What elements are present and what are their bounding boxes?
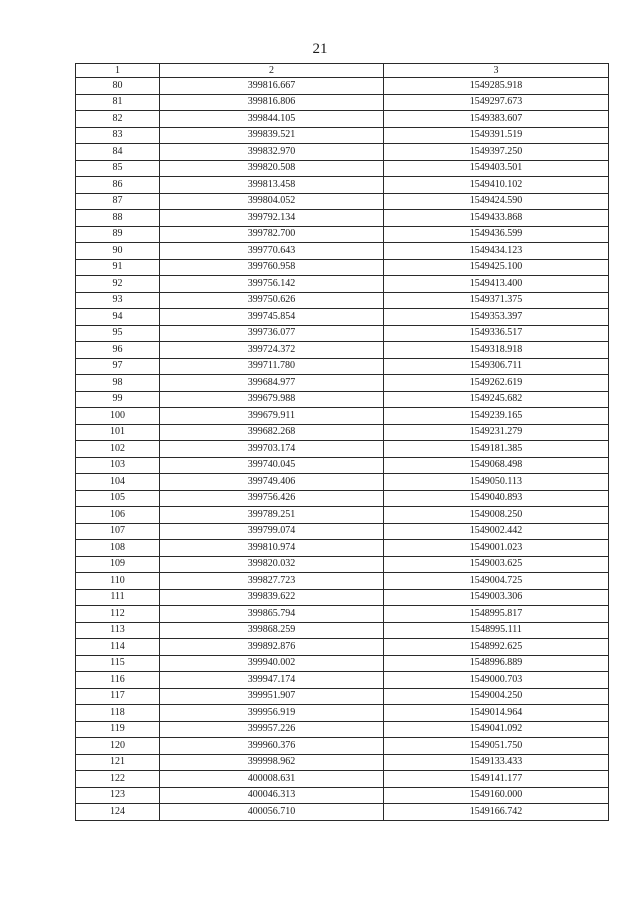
point-number-cell: 103 <box>76 457 160 474</box>
y-coordinate-cell: 1549391.519 <box>384 127 609 144</box>
x-coordinate-cell: 399799.074 <box>160 523 384 540</box>
y-coordinate-cell: 1549004.725 <box>384 573 609 590</box>
y-coordinate-cell: 1548996.889 <box>384 655 609 672</box>
page-number: 21 <box>312 41 328 57</box>
point-number-cell: 82 <box>76 111 160 128</box>
table-row <box>76 259 609 276</box>
x-coordinate-cell: 399832.970 <box>160 144 384 161</box>
y-coordinate-cell: 1549436.599 <box>384 226 609 243</box>
point-number-cell: 100 <box>76 408 160 425</box>
y-coordinate-cell: 1549014.964 <box>384 705 609 722</box>
point-number-cell: 107 <box>76 523 160 540</box>
point-number-cell: 104 <box>76 474 160 491</box>
x-coordinate-cell: 399804.052 <box>160 193 384 210</box>
point-number-cell: 116 <box>76 672 160 689</box>
point-number-cell: 93 <box>76 292 160 309</box>
x-coordinate-cell: 399947.174 <box>160 672 384 689</box>
y-coordinate-cell: 1549050.113 <box>384 474 609 491</box>
point-number-cell: 90 <box>76 243 160 260</box>
point-number-cell: 108 <box>76 540 160 557</box>
y-coordinate-cell: 1549336.517 <box>384 325 609 342</box>
y-coordinate-cell: 1549306.711 <box>384 358 609 375</box>
table-row <box>76 589 609 606</box>
y-coordinate-cell: 1549403.501 <box>384 160 609 177</box>
x-coordinate-cell: 399827.723 <box>160 573 384 590</box>
table-row <box>76 342 609 359</box>
point-number-cell: 110 <box>76 573 160 590</box>
point-number-cell: 115 <box>76 655 160 672</box>
y-coordinate-cell: 1549003.625 <box>384 556 609 573</box>
table-row <box>76 705 609 722</box>
point-number-cell: 124 <box>76 804 160 821</box>
table-row <box>76 292 609 309</box>
point-number-cell: 120 <box>76 738 160 755</box>
table-row <box>76 804 609 821</box>
x-coordinate-cell: 399810.974 <box>160 540 384 557</box>
x-coordinate-cell: 399820.032 <box>160 556 384 573</box>
point-number-cell: 118 <box>76 705 160 722</box>
coordinates-table <box>75 63 609 821</box>
y-coordinate-cell: 1549051.750 <box>384 738 609 755</box>
table-row <box>76 408 609 425</box>
x-coordinate-cell: 399679.988 <box>160 391 384 408</box>
y-coordinate-cell: 1549000.703 <box>384 672 609 689</box>
x-coordinate-cell: 399820.508 <box>160 160 384 177</box>
table-row <box>76 606 609 623</box>
point-number-cell: 121 <box>76 754 160 771</box>
point-number-cell: 97 <box>76 358 160 375</box>
table-row <box>76 787 609 804</box>
point-number-cell: 111 <box>76 589 160 606</box>
x-coordinate-cell: 399951.907 <box>160 688 384 705</box>
x-coordinate-cell: 399960.376 <box>160 738 384 755</box>
x-coordinate-cell: 399816.806 <box>160 94 384 111</box>
column-header-1: 1 <box>76 64 160 78</box>
y-coordinate-cell: 1548992.625 <box>384 639 609 656</box>
y-coordinate-cell: 1549133.433 <box>384 754 609 771</box>
x-coordinate-cell: 399756.142 <box>160 276 384 293</box>
x-coordinate-cell: 399844.105 <box>160 111 384 128</box>
point-number-cell: 113 <box>76 622 160 639</box>
table-row <box>76 177 609 194</box>
point-number-cell: 88 <box>76 210 160 227</box>
y-coordinate-cell: 1549239.165 <box>384 408 609 425</box>
x-coordinate-cell: 399736.077 <box>160 325 384 342</box>
table-row <box>76 78 609 95</box>
x-coordinate-cell: 399682.268 <box>160 424 384 441</box>
y-coordinate-cell: 1549166.742 <box>384 804 609 821</box>
table-row <box>76 441 609 458</box>
x-coordinate-cell: 399740.045 <box>160 457 384 474</box>
point-number-cell: 106 <box>76 507 160 524</box>
y-coordinate-cell: 1549181.385 <box>384 441 609 458</box>
x-coordinate-cell: 399792.134 <box>160 210 384 227</box>
point-number-cell: 87 <box>76 193 160 210</box>
point-number-cell: 117 <box>76 688 160 705</box>
point-number-cell: 112 <box>76 606 160 623</box>
table-row <box>76 375 609 392</box>
point-number-cell: 101 <box>76 424 160 441</box>
table-row <box>76 738 609 755</box>
table-row <box>76 144 609 161</box>
y-coordinate-cell: 1549413.400 <box>384 276 609 293</box>
x-coordinate-cell: 400008.631 <box>160 771 384 788</box>
y-coordinate-cell: 1549002.442 <box>384 523 609 540</box>
table-row <box>76 507 609 524</box>
x-coordinate-cell: 399865.794 <box>160 606 384 623</box>
y-coordinate-cell: 1549262.619 <box>384 375 609 392</box>
y-coordinate-cell: 1549245.682 <box>384 391 609 408</box>
x-coordinate-cell: 399703.174 <box>160 441 384 458</box>
y-coordinate-cell: 1549141.177 <box>384 771 609 788</box>
point-number-cell: 119 <box>76 721 160 738</box>
point-number-cell: 114 <box>76 639 160 656</box>
table-row <box>76 325 609 342</box>
x-coordinate-cell: 399789.251 <box>160 507 384 524</box>
x-coordinate-cell: 399756.426 <box>160 490 384 507</box>
x-coordinate-cell: 399868.259 <box>160 622 384 639</box>
table-row <box>76 754 609 771</box>
table-row <box>76 490 609 507</box>
point-number-cell: 96 <box>76 342 160 359</box>
point-number-cell: 89 <box>76 226 160 243</box>
table-row <box>76 94 609 111</box>
table-row <box>76 424 609 441</box>
table-row <box>76 243 609 260</box>
y-coordinate-cell: 1549433.868 <box>384 210 609 227</box>
y-coordinate-cell: 1548995.111 <box>384 622 609 639</box>
point-number-cell: 102 <box>76 441 160 458</box>
point-number-cell: 86 <box>76 177 160 194</box>
y-coordinate-cell: 1549040.893 <box>384 490 609 507</box>
x-coordinate-cell: 399940.002 <box>160 655 384 672</box>
y-coordinate-cell: 1549008.250 <box>384 507 609 524</box>
column-header-2: 2 <box>160 64 384 78</box>
y-coordinate-cell: 1549160.000 <box>384 787 609 804</box>
table-row <box>76 556 609 573</box>
table-row <box>76 771 609 788</box>
table-row <box>76 474 609 491</box>
table-row <box>76 622 609 639</box>
table-header-row <box>76 64 609 78</box>
table-row <box>76 127 609 144</box>
table-row <box>76 573 609 590</box>
x-coordinate-cell: 399957.226 <box>160 721 384 738</box>
x-coordinate-cell: 399770.643 <box>160 243 384 260</box>
y-coordinate-cell: 1549410.102 <box>384 177 609 194</box>
table-row <box>76 688 609 705</box>
table-row <box>76 639 609 656</box>
x-coordinate-cell: 399956.919 <box>160 705 384 722</box>
x-coordinate-cell: 399711.780 <box>160 358 384 375</box>
point-number-cell: 92 <box>76 276 160 293</box>
table-row <box>76 523 609 540</box>
y-coordinate-cell: 1549001.023 <box>384 540 609 557</box>
table-row <box>76 210 609 227</box>
y-coordinate-cell: 1549003.306 <box>384 589 609 606</box>
x-coordinate-cell: 399813.458 <box>160 177 384 194</box>
x-coordinate-cell: 399998.962 <box>160 754 384 771</box>
point-number-cell: 85 <box>76 160 160 177</box>
point-number-cell: 99 <box>76 391 160 408</box>
y-coordinate-cell: 1549041.092 <box>384 721 609 738</box>
table-row <box>76 193 609 210</box>
y-coordinate-cell: 1548995.817 <box>384 606 609 623</box>
table-row <box>76 457 609 474</box>
point-number-cell: 109 <box>76 556 160 573</box>
point-number-cell: 83 <box>76 127 160 144</box>
x-coordinate-cell: 399679.911 <box>160 408 384 425</box>
point-number-cell: 94 <box>76 309 160 326</box>
table-row <box>76 111 609 128</box>
y-coordinate-cell: 1549353.397 <box>384 309 609 326</box>
table-row <box>76 160 609 177</box>
x-coordinate-cell: 399745.854 <box>160 309 384 326</box>
point-number-cell: 122 <box>76 771 160 788</box>
table-row <box>76 358 609 375</box>
table-row <box>76 391 609 408</box>
x-coordinate-cell: 399750.626 <box>160 292 384 309</box>
table-row <box>76 721 609 738</box>
column-header-3: 3 <box>384 64 609 78</box>
point-number-cell: 123 <box>76 787 160 804</box>
x-coordinate-cell: 399760.958 <box>160 259 384 276</box>
table-row <box>76 276 609 293</box>
table-row <box>76 672 609 689</box>
x-coordinate-cell: 399782.700 <box>160 226 384 243</box>
x-coordinate-cell: 399724.372 <box>160 342 384 359</box>
y-coordinate-cell: 1549231.279 <box>384 424 609 441</box>
y-coordinate-cell: 1549297.673 <box>384 94 609 111</box>
y-coordinate-cell: 1549285.918 <box>384 78 609 95</box>
x-coordinate-cell: 399816.667 <box>160 78 384 95</box>
point-number-cell: 84 <box>76 144 160 161</box>
y-coordinate-cell: 1549318.918 <box>384 342 609 359</box>
x-coordinate-cell: 400056.710 <box>160 804 384 821</box>
table-row <box>76 540 609 557</box>
table-row <box>76 226 609 243</box>
x-coordinate-cell: 399749.406 <box>160 474 384 491</box>
y-coordinate-cell: 1549397.250 <box>384 144 609 161</box>
y-coordinate-cell: 1549371.375 <box>384 292 609 309</box>
x-coordinate-cell: 400046.313 <box>160 787 384 804</box>
table-body <box>76 64 609 821</box>
point-number-cell: 95 <box>76 325 160 342</box>
y-coordinate-cell: 1549068.498 <box>384 457 609 474</box>
y-coordinate-cell: 1549425.100 <box>384 259 609 276</box>
y-coordinate-cell: 1549383.607 <box>384 111 609 128</box>
y-coordinate-cell: 1549434.123 <box>384 243 609 260</box>
x-coordinate-cell: 399839.622 <box>160 589 384 606</box>
point-number-cell: 105 <box>76 490 160 507</box>
y-coordinate-cell: 1549424.590 <box>384 193 609 210</box>
x-coordinate-cell: 399839.521 <box>160 127 384 144</box>
table-row <box>76 309 609 326</box>
point-number-cell: 80 <box>76 78 160 95</box>
x-coordinate-cell: 399892.876 <box>160 639 384 656</box>
point-number-cell: 98 <box>76 375 160 392</box>
y-coordinate-cell: 1549004.250 <box>384 688 609 705</box>
point-number-cell: 91 <box>76 259 160 276</box>
x-coordinate-cell: 399684.977 <box>160 375 384 392</box>
table-row <box>76 655 609 672</box>
point-number-cell: 81 <box>76 94 160 111</box>
